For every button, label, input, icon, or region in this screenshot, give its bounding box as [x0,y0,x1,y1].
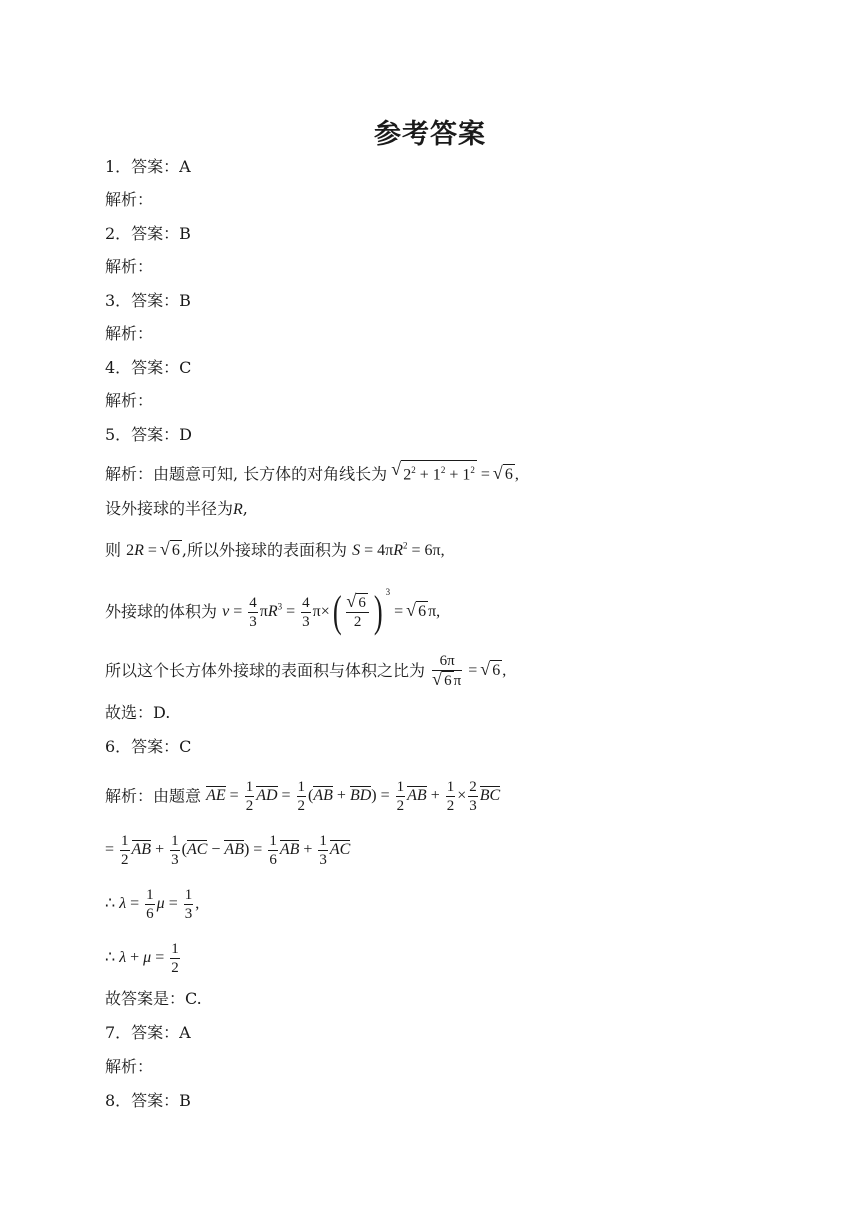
q6-lambda-mu-values: ∴ λ = $\frac{1}{6}$ μ = $\frac{1}{3}$ , [105,887,200,922]
q5-conclusion: 故选：D. [105,703,171,722]
analysis-7: 解析： [105,1057,154,1076]
analysis-2: 解析： [105,257,154,276]
q5-surface-area-formula: $S = 4\pi R^2 = 6\pi$, [352,541,445,560]
answer-6: 6．答案：C [105,737,192,756]
q5-volume-formula: v = $\frac{4}{3}$ $\pi R^3$ = $\frac{4}{3}$ π×( √ $\frac{6}{2}$ ) $^3$ = √ 6 π, [222,603,440,620]
answer-1: 1．答案：A [105,157,191,176]
q6-analysis-line-2 [105,832,350,869]
q5-analysis-line-1 [105,460,519,485]
answer-3: 3．答案：B [105,291,191,310]
q6-vector-formula-2: = $\frac{1}{2}$ AB + $\frac{1}{3}$ (AC − AB) = $\frac{1}{6}$ AB + $\frac{1}{3}$ AC [105,833,351,868]
analysis-1: 解析： [105,190,154,209]
analysis-4: 解析： [105,391,154,410]
q6-analysis-line-1: 解析：由题意 AE = $\frac{1}{2}$ AD = $\frac{1}{2}$ (AB + BD) = $\frac{1}{2}$ AB + $\frac{1}{2}$ × $\frac{2}{3}$ BC [105,779,501,814]
q6-lambda-plus-mu: ∴ λ + μ = $\frac{1}{2}$ [105,941,179,976]
q6-analysis-line-3 [105,886,199,923]
q6-vector-formula-1: AE = $\frac{1}{2}$ AD = $\frac{1}{2}$ (AB + BD) = $\frac{1}{2}$ AB + $\frac{1}{2}$ × $\frac{2}{3}$ BC [206,779,501,814]
answer-5: 5．答案：D [105,425,193,444]
q5-analysis-line-5: 所以这个长方体外接球的表面积与体积之比为 6π √ 6 π = √ 6 , [105,652,506,690]
answer-2: 2．答案：B [105,224,191,243]
q6-conclusion: 故答案是：C. [105,989,202,1008]
q5-diagonal-formula: √ $2^2 + 1^2 + 1^2$ = √ 6 , [392,466,519,483]
q5-analysis-line-4: 外接球的体积为 v = $\frac{4}{3}$ $\pi R^3$ = $\frac{4}{3}$ π×( √ $\frac{6}{2}$ ) $^3$ = √ 6 π, [105,590,440,634]
page-title: 参考答案 [374,119,486,150]
q5-analysis-line-3: 则 2R = √ 6 ,所以外接球的表面积为 $S = 4\pi R^2 = 6\pi$, [105,536,445,561]
answer-4: 4．答案：C [105,358,192,377]
analysis-3: 解析： [105,324,154,343]
q5-ratio-formula: 6π √ 6 π = √ 6 , [430,662,506,679]
answer-8: 8．答案：B [105,1091,191,1110]
answer-7: 7．答案：A [105,1023,191,1042]
q6-analysis-line-4 [105,940,182,977]
q5-analysis-line-2: 设外接球的半径为R, [105,499,248,518]
q5-line2-text: 设外接球的半径为 [105,499,234,518]
q5-radius-formula: 2R = √ 6 [126,542,182,559]
q5-line1-text: 解析：由题意可知, 长方体的对角线长为 [105,464,388,484]
